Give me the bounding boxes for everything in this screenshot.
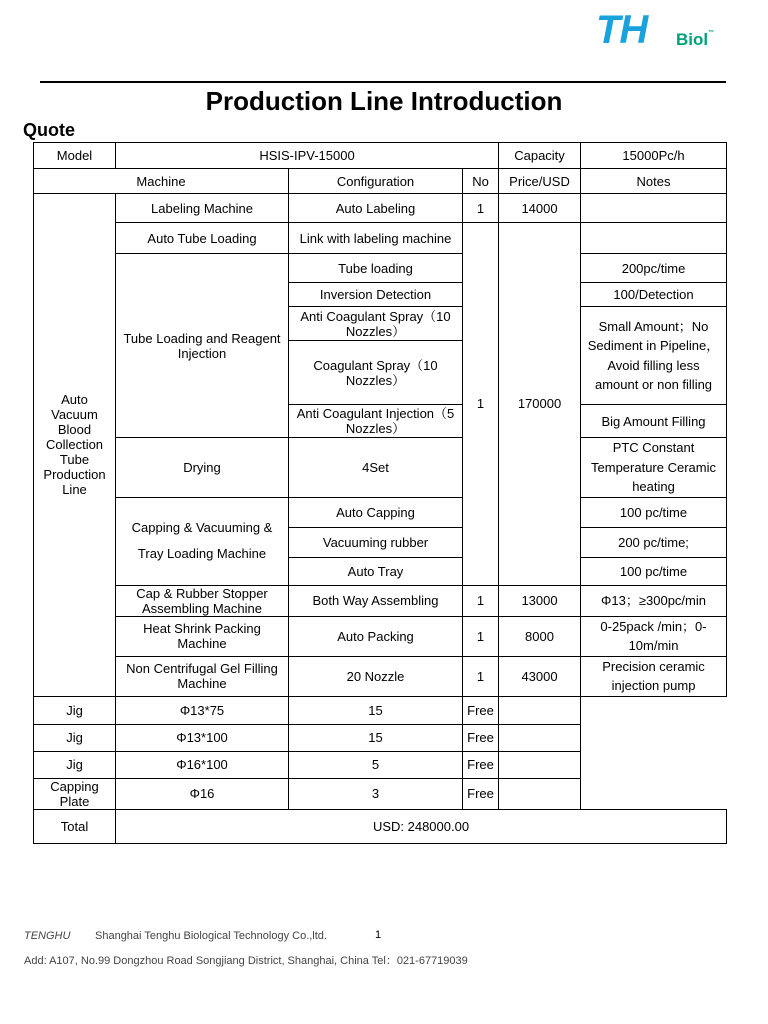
total-row [34, 809, 727, 843]
table-row [34, 696, 727, 724]
notes-cell [499, 778, 581, 809]
no-cell: 1 [463, 616, 499, 656]
page-number: 1 [375, 929, 382, 941]
machine-cell: Auto Tube Loading [116, 223, 289, 254]
notes-cell: 200 pc/time; [581, 527, 727, 557]
company-logo [596, 8, 726, 52]
header-notes: Notes [581, 169, 727, 194]
table-row [34, 778, 727, 809]
header-configuration: Configuration [289, 169, 463, 194]
notes-cell: Precision ceramic injection pump [581, 656, 727, 696]
logo-biol-text: Biol [676, 30, 709, 49]
total-value: USD: 248000.00 [116, 809, 727, 843]
price-cell: 13000 [499, 585, 581, 616]
config-cell: Both Way Assembling [289, 585, 463, 616]
header-machine: Machine [34, 169, 289, 194]
capacity-label: Capacity [499, 143, 581, 169]
shared-no-cell: 1 [463, 223, 499, 586]
machine-cell: Drying [116, 438, 289, 498]
config-cell: Vacuuming rubber [289, 527, 463, 557]
footer-company-line [24, 930, 327, 942]
machine-cell: Labeling Machine [116, 194, 289, 223]
no-cell: 1 [463, 585, 499, 616]
table-row [34, 656, 727, 696]
header-row [34, 169, 727, 194]
machine-cell: Non Centrifugal Gel Filling Machine [116, 656, 289, 696]
config-cell: Auto Capping [289, 497, 463, 527]
footer-brand: TENGHU [24, 930, 71, 942]
config-cell: Φ13*75 [116, 696, 289, 724]
model-value: HSIS-IPV-15000 [116, 143, 499, 169]
notes-cell: Big Amount Filling [581, 405, 727, 438]
table-row [34, 254, 727, 283]
quote-table [33, 142, 727, 844]
notes-cell [499, 696, 581, 724]
no-cell: 15 [289, 724, 463, 751]
table-row [34, 751, 727, 778]
notes-cell [499, 751, 581, 778]
notes-cell: 100/Detection [581, 283, 727, 307]
notes-cell [581, 223, 727, 254]
table-row [34, 724, 727, 751]
notes-cell: 200pc/time [581, 254, 727, 283]
config-cell: Anti Coagulant Injection（5 Nozzles） [289, 405, 463, 438]
logo-biol [676, 30, 714, 50]
notes-cell: 0-25pack /min；0-10m/min [581, 616, 727, 656]
shared-price-cell: 170000 [499, 223, 581, 586]
config-cell: Φ16*100 [116, 751, 289, 778]
notes-cell: Small Amount；No Sediment in Pipeline，Avoid filling less amount or non filling [581, 307, 727, 405]
header-no: No [463, 169, 499, 194]
config-cell: Φ13*100 [116, 724, 289, 751]
machine-cell: Heat Shrink Packing Machine [116, 616, 289, 656]
table-row [34, 438, 727, 498]
no-cell: 1 [463, 656, 499, 696]
model-row [34, 143, 727, 169]
page-title: Production Line Introduction [205, 86, 563, 116]
no-cell: 5 [289, 751, 463, 778]
capacity-value: 15000Pc/h [581, 143, 727, 169]
section-heading: Quote [23, 120, 75, 140]
total-label: Total [34, 809, 116, 843]
table-row [34, 585, 727, 616]
config-cell: Inversion Detection [289, 283, 463, 307]
machine-cell: Jig [34, 696, 116, 724]
no-cell: 1 [463, 194, 499, 223]
price-cell: Free [463, 778, 499, 809]
table-row [34, 194, 727, 223]
table-row [34, 616, 727, 656]
price-cell: 8000 [499, 616, 581, 656]
machine-cell: Capping & Vacuuming & Tray Loading Machine [116, 497, 289, 585]
price-cell: Free [463, 751, 499, 778]
machine-cell: Cap & Rubber Stopper Assembling Machine [116, 585, 289, 616]
config-cell: 20 Nozzle [289, 656, 463, 696]
notes-cell: 100 pc/time [581, 497, 727, 527]
machine-cell: Tube Loading and Reagent Injection [116, 254, 289, 438]
table-row [34, 497, 727, 527]
model-label: Model [34, 143, 116, 169]
price-cell: 14000 [499, 194, 581, 223]
no-cell: 3 [289, 778, 463, 809]
footer-company: Shanghai Tenghu Biological Technology Co.,ltd. [95, 930, 327, 942]
config-cell: Φ16 [116, 778, 289, 809]
notes-cell: Φ13；≥300pc/min [581, 585, 727, 616]
no-cell: 15 [289, 696, 463, 724]
machine-cell: Jig [34, 751, 116, 778]
notes-cell [499, 724, 581, 751]
notes-cell: PTC Constant Temperature Ceramic heating [581, 438, 727, 498]
price-cell: Free [463, 696, 499, 724]
table-row [34, 223, 727, 254]
config-cell: Coagulant Spray（10 Nozzles） [289, 341, 463, 405]
machine-cell: Jig [34, 724, 116, 751]
config-cell: Tube loading [289, 254, 463, 283]
logo-trademark: ™ [708, 30, 715, 36]
price-cell: 43000 [499, 656, 581, 696]
notes-cell [581, 194, 727, 223]
logo-th: TH [596, 8, 648, 52]
machine-cell: Capping Plate [34, 778, 116, 809]
header-rule [40, 81, 726, 83]
config-cell: Auto Tray [289, 557, 463, 585]
config-cell: 4Set [289, 438, 463, 498]
config-cell: Auto Packing [289, 616, 463, 656]
config-cell: Auto Labeling [289, 194, 463, 223]
header-price: Price/USD [499, 169, 581, 194]
group-label: Auto Vacuum Blood Collection Tube Production Line [34, 194, 116, 697]
price-cell: Free [463, 724, 499, 751]
config-cell: Anti Coagulant Spray（10 Nozzles） [289, 307, 463, 341]
footer-address: Add: A107, No.99 Dongzhou Road Songjiang District, Shanghai, China Tel：021-67719039 [24, 955, 468, 967]
notes-cell: 100 pc/time [581, 557, 727, 585]
config-cell: Link with labeling machine [289, 223, 463, 254]
